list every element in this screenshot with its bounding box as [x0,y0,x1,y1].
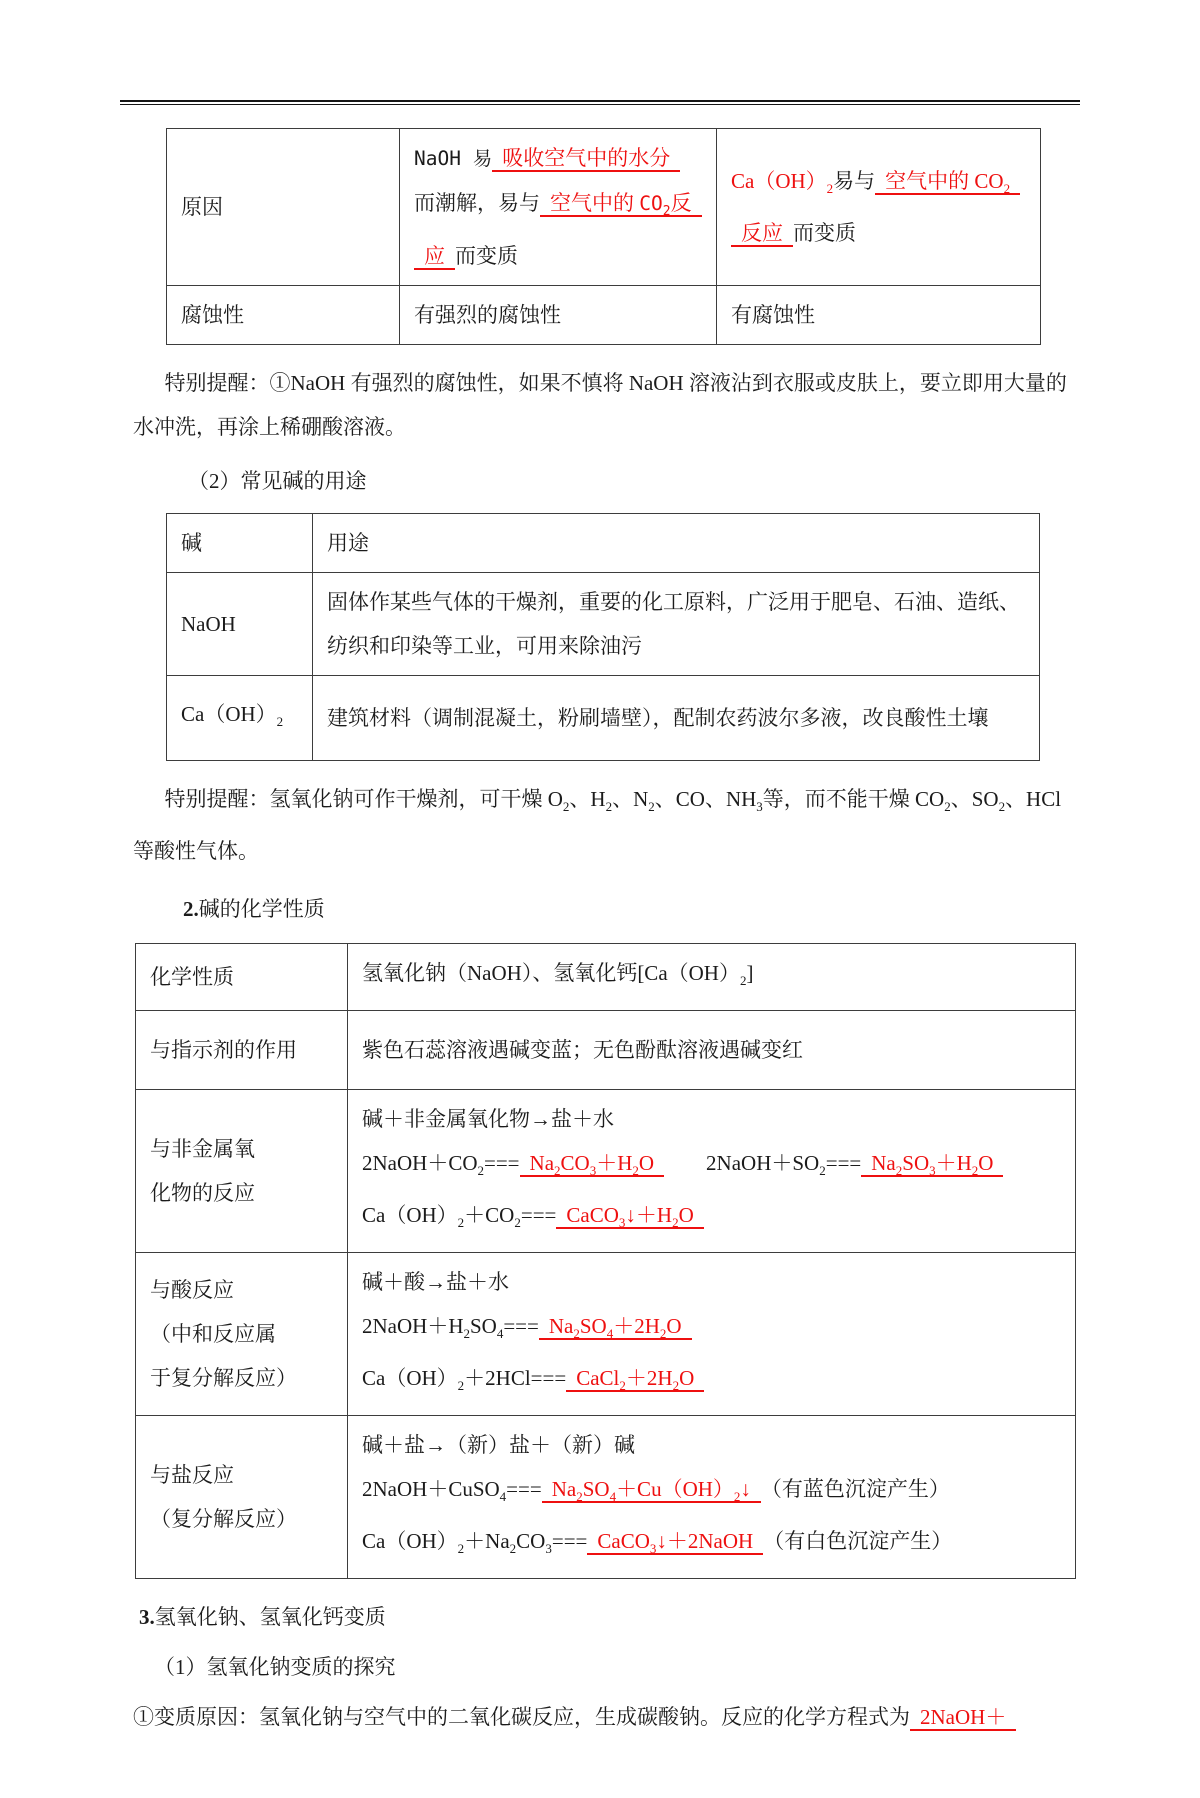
text-run: === [825,1151,862,1175]
text-run: 、SO [950,787,999,811]
text-run: 、H [569,787,606,811]
text-run: === [551,1529,588,1553]
cell-nonmetal-oxide-content [348,1090,1076,1253]
text-line [362,951,1061,1003]
text-line [150,1312,333,1356]
text-run: O [638,1151,655,1175]
text-run: 碱＋盐→（新）盐＋（新）碱 [362,1433,635,1457]
text-run: 固体作某些气体的干燥剂，重要的化工原料，广泛用于肥皂、石油、造纸、纺织和印染等工业，可用来除油污 [327,590,1020,658]
text-run: 3. [139,1605,155,1629]
text-run: ＋2HCl=== [464,1366,567,1390]
text-run: ↓ [740,1477,751,1501]
text-run: 化学性质 [150,965,234,989]
cell-corrosive-caoh2 [717,286,1041,345]
table-row-caoh2 [167,676,1040,761]
text-line [362,1356,1061,1408]
text-run: 2 [514,1215,521,1230]
table-row-indicator [136,1011,1076,1090]
text-run: ＋H [596,1151,633,1175]
text-run: 2 [562,799,570,814]
text-line [139,1595,1073,1639]
text-run: Ca（OH） [181,702,277,726]
table-row-nonmetal-oxide [136,1090,1076,1253]
cell-salt-reaction-content [348,1416,1076,1579]
text-run: 建筑材料（调制混凝土，粉刷墙壁），配制农药波尔多液，改良酸性土壤 [327,706,989,730]
chemical-properties-table [135,943,1076,1579]
text-run: SO [902,1151,930,1175]
text-line [414,181,702,234]
table-row-acid-reaction [136,1253,1076,1416]
text-run: 氢氧化钠（NaOH）、氢氧化钙[Ca（OH） [362,961,740,985]
text-line [181,293,385,337]
text-run: 2 [276,714,284,729]
cell-cause-caoh2 [717,129,1041,286]
text-run: 2 [457,1541,465,1556]
text-run: 2NaOH＋CO [362,1151,478,1175]
text-run: 2 [662,204,671,219]
text-run: 4 [609,1489,617,1504]
text-line [327,696,1025,740]
text-run: ＋Na [464,1529,510,1553]
text-run: 碱的化学性质 [198,897,325,921]
text-run: ] [746,961,754,985]
special-reminder-1: 特别提醒：①NaOH 有强烈的腐蚀性，如果不慎将 NaOH 溶液沾到衣服或皮肤上，要立即用大量的水冲洗，再涂上稀硼酸溶液。 [133,371,1067,439]
cell-props-header-label [136,944,348,1011]
answer-blank [539,1314,692,1340]
text-line [150,1127,333,1171]
answer-blank [542,1477,761,1503]
text-run: 反应 [741,221,783,245]
text-run: 2 [648,799,655,814]
cell-indicator-label [136,1011,348,1090]
text-line [362,1097,1061,1141]
text-run: 腐蚀性 [181,303,244,327]
text-line [181,692,298,744]
text-run: ＋2H [613,1314,660,1338]
text-line [150,1268,333,1312]
page-content [0,128,1200,1739]
cell-corrosive-naoh [400,286,717,345]
text-run: O [679,1366,695,1390]
text-run: 2 [619,1378,626,1393]
text-run: 2. [183,897,199,921]
text-line [362,1467,1061,1519]
heading-naoh-exploration: （1）氢氧化钠变质的探究 [154,1655,396,1679]
text-line [327,580,1025,668]
cell-nonmetal-oxide-label [136,1090,348,1253]
cell-acid-reaction-content [348,1253,1076,1416]
text-run: 而潮解，易与 [414,191,540,215]
text-run: 等，而不能干燥 CO [762,787,945,811]
text-line [731,211,1026,255]
text-line [181,602,298,646]
text-line [731,159,1026,211]
text-run: （中和反应属 [150,1322,276,1346]
text-run: CO [516,1529,546,1553]
answer-blank [861,1151,1003,1177]
table-row-naoh [167,573,1040,676]
text-line [327,521,1025,565]
text-run: 、HCl 等酸性气体。 [133,787,1062,863]
table-row-cause [167,129,1041,286]
text-run: （复分解反应） [150,1507,297,1531]
text-line [150,955,333,999]
text-run: CaCl [576,1366,620,1390]
text-run: 空气中的 [550,191,640,215]
text-run: 3 [589,1163,597,1178]
text-run: 用途 [327,531,369,555]
text-run: 与酸反应 [150,1278,234,1302]
text-run: 空气中的 CO [885,169,1004,193]
text-run: 3 [545,1541,552,1556]
text-run: Na [551,1477,577,1501]
cell-acid-reaction-label [136,1253,348,1416]
text-run: Ca（OH） [362,1203,458,1227]
text-run: 紫色石蕊溶液遇碱变蓝；无色酚酞溶液遇碱变红 [362,1038,803,1062]
text-run: 2 [739,973,747,988]
table-row-salt-reaction [136,1416,1076,1579]
text-run: 2 [733,1489,741,1504]
heading-common-base-uses: （2）常见碱的用途 [188,469,367,493]
answer-blank [414,244,455,270]
text-run: SO [579,1314,607,1338]
text-line [150,1028,333,1072]
text-line [362,1028,1061,1072]
text-run: 吸收空气中的水分 [502,146,671,170]
text-line [150,1171,333,1215]
text-run: ＋CO [464,1203,515,1227]
text-run: NaOH [181,612,236,636]
text-run: === [503,1314,539,1338]
answer-blank [587,1529,763,1555]
document-page [0,100,1200,1798]
text-run: SO [469,1314,497,1338]
cell-header-base [167,514,313,573]
text-run: 2 [463,1326,470,1341]
text-run: 2 [457,1378,465,1393]
text-run: === [520,1203,557,1227]
text-run: 化物的反应 [150,1181,255,1205]
text-run: 4 [496,1326,504,1341]
text-line [414,234,702,278]
text-run: 2 [895,1163,903,1178]
text-run: 2 [573,1326,580,1341]
text-run: 与指示剂的作用 [150,1038,297,1062]
text-run: === [484,1151,520,1175]
text-run: 2 [632,1163,639,1178]
cell-caoh2-label [167,676,313,761]
text-line [181,521,298,565]
text-run: 于复分解反应） [150,1366,297,1390]
text-line [731,293,1026,337]
text-run: Na [529,1151,555,1175]
text-run: Ca（OH） [362,1529,458,1553]
text-run: 有腐蚀性 [731,303,815,327]
answer-blank [556,1203,703,1229]
text-run: 2 [554,1163,561,1178]
text-line [133,777,1073,873]
text-line [362,1423,1061,1467]
text-line [150,1356,333,1400]
text-run: O [678,1203,694,1227]
text-run: 2 [477,1163,484,1178]
cell-corrosive-label [167,286,400,345]
text-run: 2 [944,799,951,814]
text-line [362,1519,1061,1571]
heading-chemical-properties [183,887,1073,931]
cell-caoh2-use [313,676,1040,761]
text-run: （有白色沉淀产生） [763,1529,953,1553]
text-run: 碱＋酸→盐＋水 [362,1270,509,1294]
text-run: 与非金属氧 [150,1137,255,1161]
text-run: 3 [929,1163,936,1178]
cell-naoh-label [167,573,313,676]
table-row-header [167,514,1040,573]
cell-salt-reaction-label [136,1416,348,1579]
text-line [133,1695,1073,1739]
cell-props-header-content [348,944,1076,1011]
text-run: ＋H [935,1151,972,1175]
text-run: 3 [618,1215,626,1230]
text-run: ＋Cu（OH） [616,1477,734,1501]
answer-blank [520,1151,665,1177]
text-run: ↓＋2NaOH [656,1529,754,1553]
text-run: 3 [649,1541,657,1556]
text-run: 碱 [181,531,202,555]
header-rule [120,100,1080,105]
para-deterioration-cause [133,1695,1073,1739]
text-run: 3 [756,799,763,814]
text-run: 2 [1003,181,1011,196]
table-row-props-header [136,944,1076,1011]
text-run: 、CO、NH [654,787,757,811]
base-uses-table [166,513,1040,761]
cell-cause-naoh [400,129,717,286]
text-run: 氢氧化钠、氢氧化钙变质 [154,1605,386,1629]
text-line [414,293,702,337]
text-run: Ca（OH） [731,169,827,193]
table-row-corrosiveness [167,286,1041,345]
text-run: CaCO [597,1529,650,1553]
text-run: 2 [576,1489,583,1504]
text-line [414,136,702,181]
text-run: Ca（OH） [362,1366,458,1390]
cell-header-use [313,514,1040,573]
text-run: 2 [509,1541,517,1556]
text-line [362,1141,1061,1193]
text-run: O [666,1314,682,1338]
text-run: Na [871,1151,896,1175]
text-run: 4 [606,1326,614,1341]
text-run: 原因 [181,195,223,219]
text-run: 碱＋非金属氧化物→盐＋水 [362,1107,614,1131]
text-line [362,1260,1061,1304]
text-run: 2NaOH＋H [362,1314,464,1338]
text-run: 反 [670,191,692,215]
text-run: 2 [971,1163,979,1178]
text-run: 2NaOH＋CuSO [362,1477,500,1501]
text-run: 与盐反应 [150,1463,234,1487]
text-line [150,1497,333,1541]
text-run: 2 [819,1163,826,1178]
text-run: 而变质 [793,221,856,245]
text-run: Na [548,1314,574,1338]
cell-naoh-use [313,573,1040,676]
text-run: 2 [672,1378,680,1393]
text-line [183,887,1073,931]
text-run: 2NaOH＋SO [664,1151,820,1175]
special-reminder-2 [133,777,1073,873]
answer-blank [492,146,680,172]
text-run: 而变质 [455,244,518,268]
text-run: （有蓝色沉淀产生） [760,1477,950,1501]
text-line [362,1304,1061,1356]
text-run: === [506,1477,542,1501]
text-run: CO [639,192,663,215]
text-run: 易与 [833,169,876,193]
text-run: ＋2H [625,1366,673,1390]
text-run: CO [560,1151,590,1175]
text-run: 4 [499,1489,507,1504]
text-run: 2 [998,799,1006,814]
answer-blank [875,169,1020,195]
text-line [181,185,385,229]
base-comparison-table [166,128,1041,345]
text-run: ①变质原因：氢氧化钠与空气中的二氧化碳反应，生成碳酸钠。反应的化学方程式为 [133,1705,910,1729]
cell-indicator-content [348,1011,1076,1090]
text-run: ↓＋H [625,1203,673,1227]
cell-cause-label [167,129,400,286]
text-run: 2 [605,799,613,814]
text-line [362,1193,1061,1245]
text-run: CaCO [566,1203,619,1227]
text-run: 2NaOH＋ [920,1705,1007,1729]
answer-blank [910,1705,1016,1731]
heading-deterioration [139,1595,1073,1639]
text-run: SO [582,1477,610,1501]
text-run: 应 [424,244,445,268]
text-line [150,1453,333,1497]
text-run: 2 [672,1215,679,1230]
text-run: NaOH 易 [414,147,493,170]
text-run: 有强烈的腐蚀性 [414,303,561,327]
text-run: 特别提醒：氢氧化钠可作干燥剂，可干燥 O [164,787,563,811]
answer-blank [731,221,793,247]
text-run: O [978,1151,994,1175]
answer-blank [540,191,702,217]
text-run: 2 [457,1215,465,1230]
answer-blank [566,1366,704,1392]
text-run: 2 [826,181,834,196]
text-run: 、N [612,787,649,811]
text-run: 2 [659,1326,667,1341]
